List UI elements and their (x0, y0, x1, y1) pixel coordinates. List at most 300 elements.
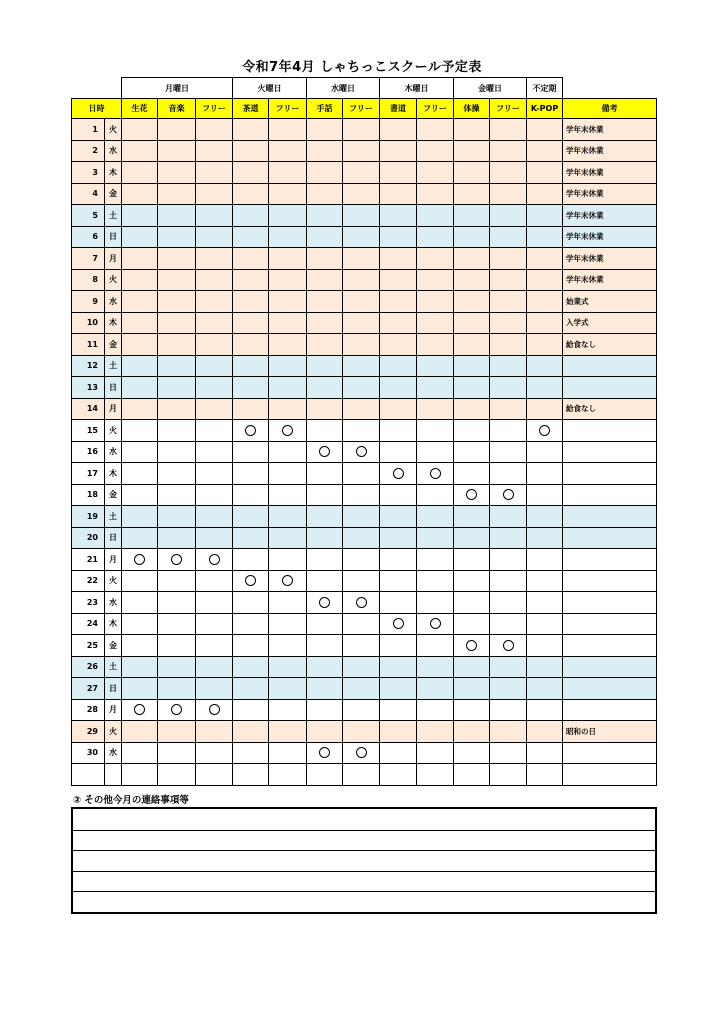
activity-cell (233, 269, 269, 291)
notes-line (73, 891, 655, 892)
activity-cell (490, 656, 527, 678)
activity-cell (527, 656, 563, 678)
activity-cell (343, 355, 380, 377)
day-row (72, 721, 657, 743)
circle-mark-icon (539, 425, 550, 436)
day-row (72, 162, 657, 184)
circle-mark-icon (134, 704, 145, 715)
circle-mark-icon (134, 554, 145, 565)
activity-cell (122, 420, 158, 442)
activity-cell (196, 721, 233, 743)
activity-cell (454, 398, 490, 420)
activity-cell (196, 119, 233, 141)
activity-cell (343, 635, 380, 657)
activity-cell (158, 463, 196, 485)
activity-cell (122, 742, 158, 764)
day-row (72, 205, 657, 227)
activity-cell (454, 420, 490, 442)
activity-cell (233, 205, 269, 227)
activity-cell (122, 269, 158, 291)
activity-cell (233, 506, 269, 528)
activity-cell (343, 549, 380, 571)
activity-cell (307, 506, 343, 528)
activity-cell (454, 291, 490, 313)
day-row (72, 635, 657, 657)
empty-cell (196, 764, 233, 786)
date-cell: 4 (72, 183, 105, 205)
activity-cell (307, 226, 343, 248)
weekday-cell: 土 (105, 656, 122, 678)
activity-cell (269, 678, 307, 700)
activity-cell (158, 119, 196, 141)
activity-cell (269, 312, 307, 334)
empty-cell (105, 764, 122, 786)
activity-cell (527, 484, 563, 506)
date-cell: 16 (72, 441, 105, 463)
activity-cell (343, 420, 380, 442)
activity-cell (380, 398, 417, 420)
activity-cell (527, 355, 563, 377)
activity-cell (269, 334, 307, 356)
activity-cell (307, 570, 343, 592)
activity-cell (158, 226, 196, 248)
weekday-cell: 金 (105, 484, 122, 506)
activity-cell (233, 656, 269, 678)
activity-cell (122, 592, 158, 614)
date-cell: 10 (72, 312, 105, 334)
activity-cell (307, 613, 343, 635)
activity-cell (122, 162, 158, 184)
activity-cell (343, 162, 380, 184)
empty-cell (72, 764, 105, 786)
note-cell (563, 484, 657, 506)
circle-mark-icon (356, 446, 367, 457)
activity-cell (417, 312, 454, 334)
weekday-cell: 土 (105, 506, 122, 528)
activity-cell (307, 678, 343, 700)
empty-cell (454, 764, 490, 786)
activity-cell (122, 506, 158, 528)
activity-cell (527, 398, 563, 420)
notes-line (73, 871, 655, 872)
activity-cell (233, 162, 269, 184)
activity-cell (380, 506, 417, 528)
activity-cell (527, 699, 563, 721)
activity-cell (307, 355, 343, 377)
activity-cell (269, 420, 307, 442)
weekday-cell: 水 (105, 291, 122, 313)
weekday-group-header: 水曜日 (307, 78, 380, 99)
activity-cell (196, 377, 233, 399)
notes-heading: ② その他今月の連絡事項等 (73, 795, 189, 806)
activity-column-header: 手話 (307, 99, 343, 119)
activity-cell (527, 119, 563, 141)
day-row (72, 183, 657, 205)
date-cell: 26 (72, 656, 105, 678)
day-row (72, 119, 657, 141)
circle-mark-icon (393, 618, 404, 629)
activity-cell (307, 549, 343, 571)
activity-cell (454, 334, 490, 356)
activity-cell (233, 527, 269, 549)
activity-cell (380, 484, 417, 506)
activity-cell (122, 248, 158, 270)
activity-cell (158, 549, 196, 571)
activity-cell (490, 635, 527, 657)
day-row (72, 140, 657, 162)
weekday-cell: 日 (105, 678, 122, 700)
activity-cell (417, 484, 454, 506)
activity-cell (527, 334, 563, 356)
date-cell: 28 (72, 699, 105, 721)
weekday-cell: 月 (105, 248, 122, 270)
activity-cell (417, 592, 454, 614)
day-row (72, 420, 657, 442)
activity-cell (269, 699, 307, 721)
activity-cell (490, 613, 527, 635)
note-cell (563, 441, 657, 463)
activity-cell (417, 334, 454, 356)
activity-cell (122, 570, 158, 592)
activity-cell (490, 334, 527, 356)
activity-cell (269, 441, 307, 463)
note-cell: 学年末休業 (563, 140, 657, 162)
activity-cell (122, 613, 158, 635)
empty-cell (563, 764, 657, 786)
activity-cell (454, 140, 490, 162)
date-cell: 17 (72, 463, 105, 485)
activity-cell (454, 269, 490, 291)
weekday-cell: 木 (105, 613, 122, 635)
activity-cell (269, 506, 307, 528)
activity-cell (307, 656, 343, 678)
activity-cell (490, 484, 527, 506)
activity-cell (158, 699, 196, 721)
circle-mark-icon (466, 640, 477, 651)
day-row (72, 291, 657, 313)
activity-cell (158, 678, 196, 700)
activity-cell (196, 334, 233, 356)
activity-cell (454, 742, 490, 764)
date-cell: 15 (72, 420, 105, 442)
activity-cell (196, 613, 233, 635)
day-row (72, 484, 657, 506)
activity-column-header: 生花 (122, 99, 158, 119)
activity-cell (196, 441, 233, 463)
activity-cell (343, 570, 380, 592)
activity-cell (158, 377, 196, 399)
weekday-cell: 木 (105, 463, 122, 485)
activity-cell (380, 699, 417, 721)
activity-cell (343, 742, 380, 764)
activity-cell (454, 506, 490, 528)
activity-cell (343, 699, 380, 721)
activity-cell (454, 162, 490, 184)
activity-cell (417, 291, 454, 313)
activity-cell (196, 484, 233, 506)
page-title: 令和7年4月 しゃちっこスクール予定表 (242, 60, 482, 75)
note-cell (563, 549, 657, 571)
empty-cell (380, 764, 417, 786)
empty-cell (158, 764, 196, 786)
day-row (72, 506, 657, 528)
activity-cell (527, 269, 563, 291)
activity-cell (233, 226, 269, 248)
activity-cell (490, 506, 527, 528)
date-cell: 23 (72, 592, 105, 614)
note-cell: 学年末休業 (563, 183, 657, 205)
activity-cell (417, 678, 454, 700)
activity-cell (196, 527, 233, 549)
activity-cell (417, 506, 454, 528)
date-cell: 18 (72, 484, 105, 506)
day-row (72, 592, 657, 614)
activity-cell (307, 398, 343, 420)
circle-mark-icon (319, 446, 330, 457)
note-cell (563, 355, 657, 377)
activity-cell (307, 441, 343, 463)
activity-cell (233, 140, 269, 162)
empty-cell (417, 764, 454, 786)
activity-cell (307, 742, 343, 764)
activity-cell (490, 678, 527, 700)
activity-cell (196, 355, 233, 377)
date-cell: 19 (72, 506, 105, 528)
circle-mark-icon (245, 575, 256, 586)
day-row (72, 656, 657, 678)
activity-cell (307, 140, 343, 162)
activity-cell (490, 269, 527, 291)
date-cell: 9 (72, 291, 105, 313)
activity-cell (417, 269, 454, 291)
activity-cell (454, 592, 490, 614)
activity-cell (158, 420, 196, 442)
activity-cell (454, 570, 490, 592)
activity-cell (269, 570, 307, 592)
day-row (72, 699, 657, 721)
activity-cell (269, 549, 307, 571)
activity-cell (122, 291, 158, 313)
activity-cell (490, 162, 527, 184)
activity-cell (490, 119, 527, 141)
activity-cell (196, 742, 233, 764)
activity-cell (196, 140, 233, 162)
activity-cell (380, 312, 417, 334)
activity-cell (527, 205, 563, 227)
activity-cell (417, 527, 454, 549)
day-row (72, 527, 657, 549)
empty-cell (122, 764, 158, 786)
weekday-cell: 水 (105, 441, 122, 463)
note-cell (563, 656, 657, 678)
activity-cell (343, 334, 380, 356)
activity-cell (122, 226, 158, 248)
activity-cell (307, 527, 343, 549)
activity-cell (122, 699, 158, 721)
weekday-cell: 火 (105, 269, 122, 291)
weekday-cell: 火 (105, 570, 122, 592)
activity-cell (454, 699, 490, 721)
activity-cell (454, 527, 490, 549)
activity-cell (269, 162, 307, 184)
activity-cell (122, 334, 158, 356)
activity-cell (343, 248, 380, 270)
activity-cell (527, 570, 563, 592)
activity-cell (454, 183, 490, 205)
activity-cell (307, 420, 343, 442)
activity-cell (527, 441, 563, 463)
note-cell (563, 506, 657, 528)
activity-column-header: 書道 (380, 99, 417, 119)
empty-cell (527, 764, 563, 786)
notes-line (73, 850, 655, 851)
activity-cell (380, 205, 417, 227)
activity-cell (122, 398, 158, 420)
weekday-cell: 月 (105, 549, 122, 571)
activity-cell (527, 248, 563, 270)
circle-mark-icon (171, 704, 182, 715)
activity-cell (122, 678, 158, 700)
activity-cell (454, 377, 490, 399)
activity-cell (490, 312, 527, 334)
activity-column-header: フリー (343, 99, 380, 119)
circle-mark-icon (393, 468, 404, 479)
activity-cell (527, 377, 563, 399)
activity-cell (196, 420, 233, 442)
circle-mark-icon (319, 597, 330, 608)
activity-cell (158, 334, 196, 356)
activity-cell (380, 527, 417, 549)
activity-cell (158, 269, 196, 291)
activity-cell (454, 613, 490, 635)
activity-cell (380, 334, 417, 356)
empty-cell (269, 764, 307, 786)
activity-column-header: フリー (269, 99, 307, 119)
day-row (72, 355, 657, 377)
activity-cell (417, 420, 454, 442)
activity-cell (417, 721, 454, 743)
activity-cell (454, 549, 490, 571)
activity-cell (196, 506, 233, 528)
note-cell (563, 463, 657, 485)
activity-cell (269, 463, 307, 485)
activity-cell (269, 656, 307, 678)
activity-cell (343, 269, 380, 291)
activity-cell (269, 527, 307, 549)
activity-cell (307, 119, 343, 141)
activity-cell (196, 463, 233, 485)
activity-cell (269, 205, 307, 227)
circle-mark-icon (356, 747, 367, 758)
activity-cell (454, 721, 490, 743)
activity-cell (527, 592, 563, 614)
activity-cell (343, 291, 380, 313)
activity-cell (158, 248, 196, 270)
activity-cell (196, 549, 233, 571)
activity-cell (196, 248, 233, 270)
activity-column-header: K-POP (527, 99, 563, 119)
activity-cell (490, 205, 527, 227)
activity-cell (527, 312, 563, 334)
activity-cell (122, 377, 158, 399)
activity-cell (343, 613, 380, 635)
activity-cell (158, 398, 196, 420)
activity-cell (454, 656, 490, 678)
weekday-cell: 水 (105, 742, 122, 764)
activity-cell (380, 592, 417, 614)
activity-cell (380, 162, 417, 184)
activity-cell (380, 119, 417, 141)
activity-cell (380, 377, 417, 399)
activity-cell (490, 441, 527, 463)
activity-cell (122, 441, 158, 463)
activity-cell (343, 140, 380, 162)
date-cell: 7 (72, 248, 105, 270)
activity-cell (343, 656, 380, 678)
date-cell: 6 (72, 226, 105, 248)
date-cell: 20 (72, 527, 105, 549)
day-row (72, 269, 657, 291)
date-cell: 8 (72, 269, 105, 291)
note-cell (563, 635, 657, 657)
activity-cell (196, 592, 233, 614)
activity-cell (417, 377, 454, 399)
activity-cell (380, 721, 417, 743)
circle-mark-icon (319, 747, 330, 758)
activity-cell (269, 119, 307, 141)
activity-cell (196, 699, 233, 721)
activity-cell (343, 678, 380, 700)
weekday-cell: 金 (105, 635, 122, 657)
note-cell (563, 420, 657, 442)
activity-cell (196, 162, 233, 184)
activity-cell (490, 549, 527, 571)
activity-cell (269, 355, 307, 377)
activity-cell (380, 226, 417, 248)
weekday-cell: 火 (105, 119, 122, 141)
activity-cell (122, 656, 158, 678)
activity-cell (343, 721, 380, 743)
schedule-table (71, 77, 657, 786)
weekday-group-header: 木曜日 (380, 78, 454, 99)
activity-cell (527, 635, 563, 657)
weekday-cell: 土 (105, 355, 122, 377)
activity-cell (343, 463, 380, 485)
activity-cell (527, 549, 563, 571)
activity-cell (417, 140, 454, 162)
activity-cell (490, 248, 527, 270)
activity-cell (158, 721, 196, 743)
activity-cell (233, 398, 269, 420)
activity-cell (307, 592, 343, 614)
activity-cell (490, 183, 527, 205)
activity-cell (490, 699, 527, 721)
day-row (72, 549, 657, 571)
activity-cell (527, 527, 563, 549)
activity-cell (417, 463, 454, 485)
activity-cell (269, 291, 307, 313)
circle-mark-icon (209, 704, 220, 715)
activity-cell (343, 527, 380, 549)
activity-column-header: フリー (196, 99, 233, 119)
note-cell: 学年末休業 (563, 162, 657, 184)
activity-cell (307, 377, 343, 399)
weekday-group-header: 不定期 (527, 78, 563, 99)
column-header-row (72, 99, 657, 119)
date-cell: 14 (72, 398, 105, 420)
activity-cell (527, 463, 563, 485)
empty-cell (490, 764, 527, 786)
